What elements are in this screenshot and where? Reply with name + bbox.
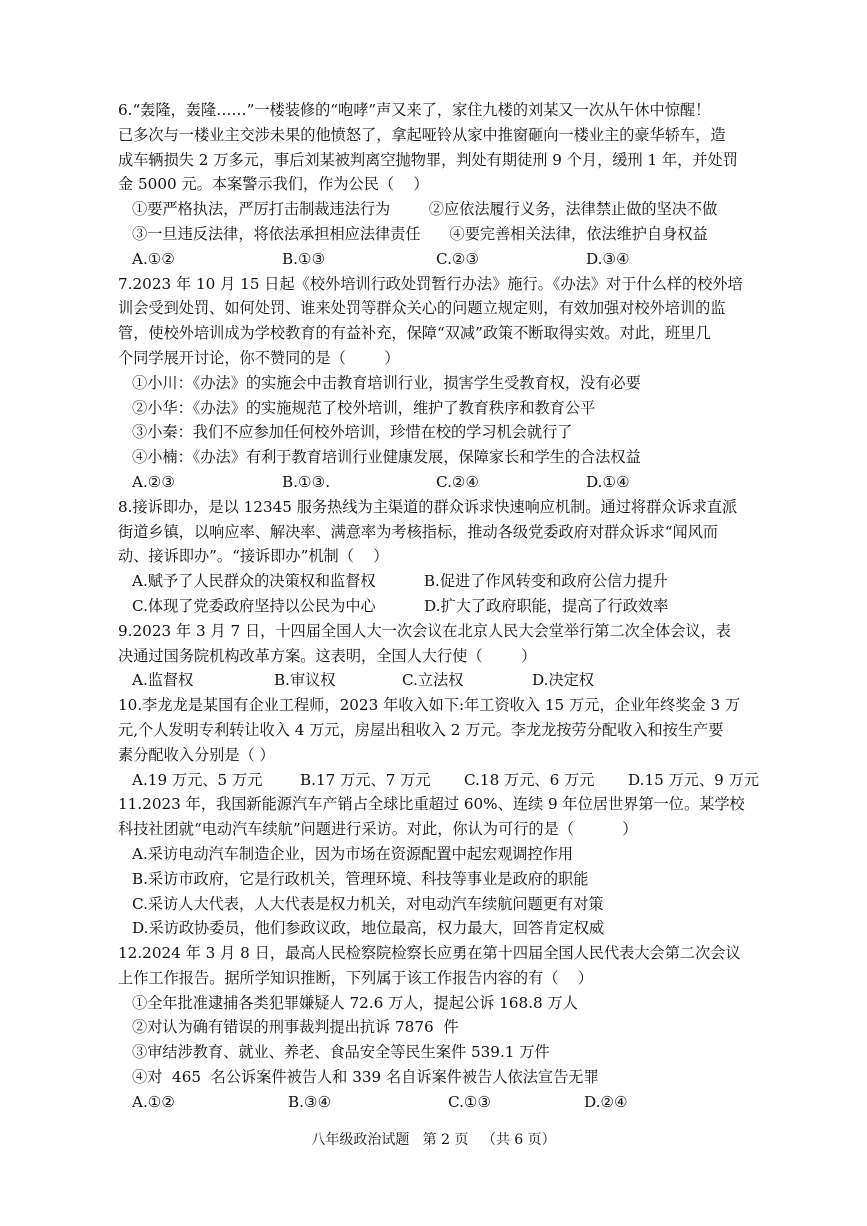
option-a[interactable]: A.②③: [132, 472, 176, 491]
option-a[interactable]: A.①②: [132, 249, 176, 268]
option-line[interactable]: A.采访电动汽车制造企业，因为市场在资源配置中起宏观调控作用: [132, 844, 574, 863]
question-stem-line: 个同学展开讨论，你不赞同的是（ ）: [118, 348, 400, 367]
option-d[interactable]: D.②④: [584, 1092, 628, 1111]
statement-line: ④对 465 名公诉案件被告人和 339 名自诉案件被告人依法宣告无罪: [132, 1068, 599, 1087]
option-a[interactable]: A.①②: [132, 1092, 176, 1111]
option-c[interactable]: C.立法权: [402, 671, 464, 690]
answer-options: [118, 1090, 786, 1115]
option-b[interactable]: B.审议权: [274, 671, 336, 690]
option-c[interactable]: C.②④: [436, 472, 480, 491]
question-stem-line: 元,个人发明专利转让收入 4 万元，房屋出租收入 2 万元。李龙龙按劳分配收入和按生产要: [118, 720, 724, 739]
answer-options: [118, 470, 786, 495]
question-10: [118, 693, 786, 792]
option-a[interactable]: A.监督权: [132, 671, 194, 690]
option-b[interactable]: B.①③: [282, 249, 326, 268]
statement-line: ①全年批准逮捕各类犯罪嫌疑人 72.6 万人，提起公诉 168.8 万人: [132, 993, 578, 1012]
question-stem-line: 街道乡镇，以响应率、解决率、满意率为考核指标，推动各级党委政府对群众诉求“闻风而: [118, 522, 719, 541]
statement-line: ②对认为确有错误的刑事裁判提出抗诉 7876 件: [132, 1018, 459, 1037]
option-d[interactable]: D.③④: [586, 249, 630, 268]
question-9: [118, 619, 786, 693]
option-b[interactable]: B.①③.: [282, 472, 331, 491]
question-stem-line: 上作工作报告。据所学知识推断，下列属于该工作报告内容的有（ ）: [118, 968, 593, 987]
question-stem-line: 10.李龙龙是某国有企业工程师，2023 年收入如下:年工资收入 15 万元，企业年终奖金 3 万: [118, 696, 741, 715]
question-stem-line: 9.2023 年 3 月 7 日，十四届全国人大一次会议在北京人民大会堂举行第二次全体会议，表: [118, 621, 731, 640]
statement-line: ③一旦违反法律，将依法承担相应法律责任 ④要完善相关法律，依法维护自身权益: [132, 224, 708, 243]
statement-line: ①要严格执法，严厉打击制裁违法行为 ②应依法履行义务，法律禁止做的坚决不做: [132, 200, 718, 219]
question-stem-line: 11.2023 年，我国新能源汽车产销占全球比重超过 60%、连续 9 年位居世界第一位。某学校: [118, 795, 745, 814]
option-line[interactable]: B.采访市政府，它是行政机关，管理环境、科技等事业是政府的职能: [132, 869, 589, 888]
question-stem-line: 科技社团就“电动汽车续航”问题进行采访。对此，你认为可行的是（ ）: [118, 820, 638, 839]
question-stem-line: 8.接诉即办，是以 12345 服务热线为主渠道的群众诉求快速响应机制。通过将群众诉求直派: [118, 497, 738, 516]
option-b[interactable]: B.17 万元、7 万元: [300, 770, 431, 789]
answer-options: [118, 768, 786, 793]
option-line[interactable]: C.体现了党委政府坚持以公民为中心 D.扩大了政府职能，提高了行政效率: [132, 596, 669, 615]
question-stem-line: 12.2024 年 3 月 8 日，最高人民检察院检察长应勇在第十四届全国人民代表大会第二次会议: [118, 944, 741, 963]
option-line[interactable]: D.采访政协委员，他们参政议政，地位最高，权力最大，回答肯定权威: [132, 919, 605, 938]
option-b[interactable]: B.③④: [288, 1092, 332, 1111]
question-stem-line: 训会受到处罚、如何处罚、谁来处罚等群众关心的问题立规定则，有效加强对校外培训的监: [118, 299, 726, 318]
statement-line: ①小川：《办法》的实施会中击教育培训行业，损害学生受教育权，没有必要: [132, 373, 641, 392]
option-line[interactable]: A.赋予了人民群众的决策权和监督权 B.促进了作风转变和政府公信力提升: [132, 572, 668, 591]
option-c[interactable]: C.②③: [436, 249, 480, 268]
answer-options: [118, 247, 786, 272]
question-stem-line: 动、接诉即办”。“接诉即办”机制（ ）: [118, 547, 389, 566]
option-a[interactable]: A.19 万元、5 万元: [132, 770, 263, 789]
statement-line: ③小秦：我们不应参加任何校外培训，珍惜在校的学习机会就行了: [132, 423, 573, 442]
statement-line: ②小华：《办法》的实施规范了校外培训，维护了教育秩序和教育公平: [132, 398, 596, 417]
question-stem-line: 6.“轰隆，轰隆……”一楼装修的“咆哮”声又来了，家住九楼的刘某又一次从午休中惊醒！: [118, 101, 711, 119]
page-footer: 八年级政治试题 第 2 页 （共 6 页）: [311, 1132, 556, 1148]
question-12: [118, 941, 786, 1115]
question-6: [118, 98, 786, 272]
question-8: [118, 495, 786, 619]
statement-line: ④小楠：《办法》有利于教育培训行业健康发展，保障家长和学生的合法权益: [132, 448, 641, 467]
option-line[interactable]: C.采访人大代表，人大代表是权力机关，对电动汽车续航问题更有对策: [132, 894, 604, 913]
question-stem-line: 管，使校外培训成为学校教育的有益补充，保障“双减”政策不断取得实效。对此，班里几: [118, 324, 711, 343]
question-stem-line: 金 5000 元。本案警示我们，作为公民（ ）: [118, 175, 429, 194]
question-7: [118, 272, 786, 495]
option-d[interactable]: D.15 万元、9 万元: [628, 770, 760, 789]
option-d[interactable]: D.决定权: [532, 671, 595, 690]
answer-options: [118, 668, 786, 693]
question-list: [118, 98, 786, 1115]
question-stem-line: 素分配收入分别是（ ）: [118, 745, 275, 764]
option-c[interactable]: C.18 万元、6 万元: [464, 770, 595, 789]
question-stem-line: 成车辆损失 2 万多元，事后刘某被判离空抛物罪，判处有期徒刑 9 个月，缓刑 1 年，并处罚: [118, 150, 738, 169]
statement-line: ③审结涉教育、就业、养老、食品安全等民生案件 539.1 万件: [132, 1043, 550, 1062]
question-stem-line: 决通过国务院机构改革方案。这表明，全国人大行使（ ）: [118, 646, 537, 665]
option-d[interactable]: D.①④: [586, 472, 630, 491]
option-c[interactable]: C.①③: [448, 1092, 492, 1111]
question-stem-line: 已多次与一楼业主交涉未果的他愤怒了，拿起哑铃从家中推窗砸向一楼业主的豪华轿车，造: [118, 125, 726, 144]
question-11: [118, 792, 786, 941]
question-stem-line: 7.2023 年 10 月 15 日起《校外培训行政处罚暂行办法》施行。《办法》对于什么样的校外培: [118, 274, 743, 293]
